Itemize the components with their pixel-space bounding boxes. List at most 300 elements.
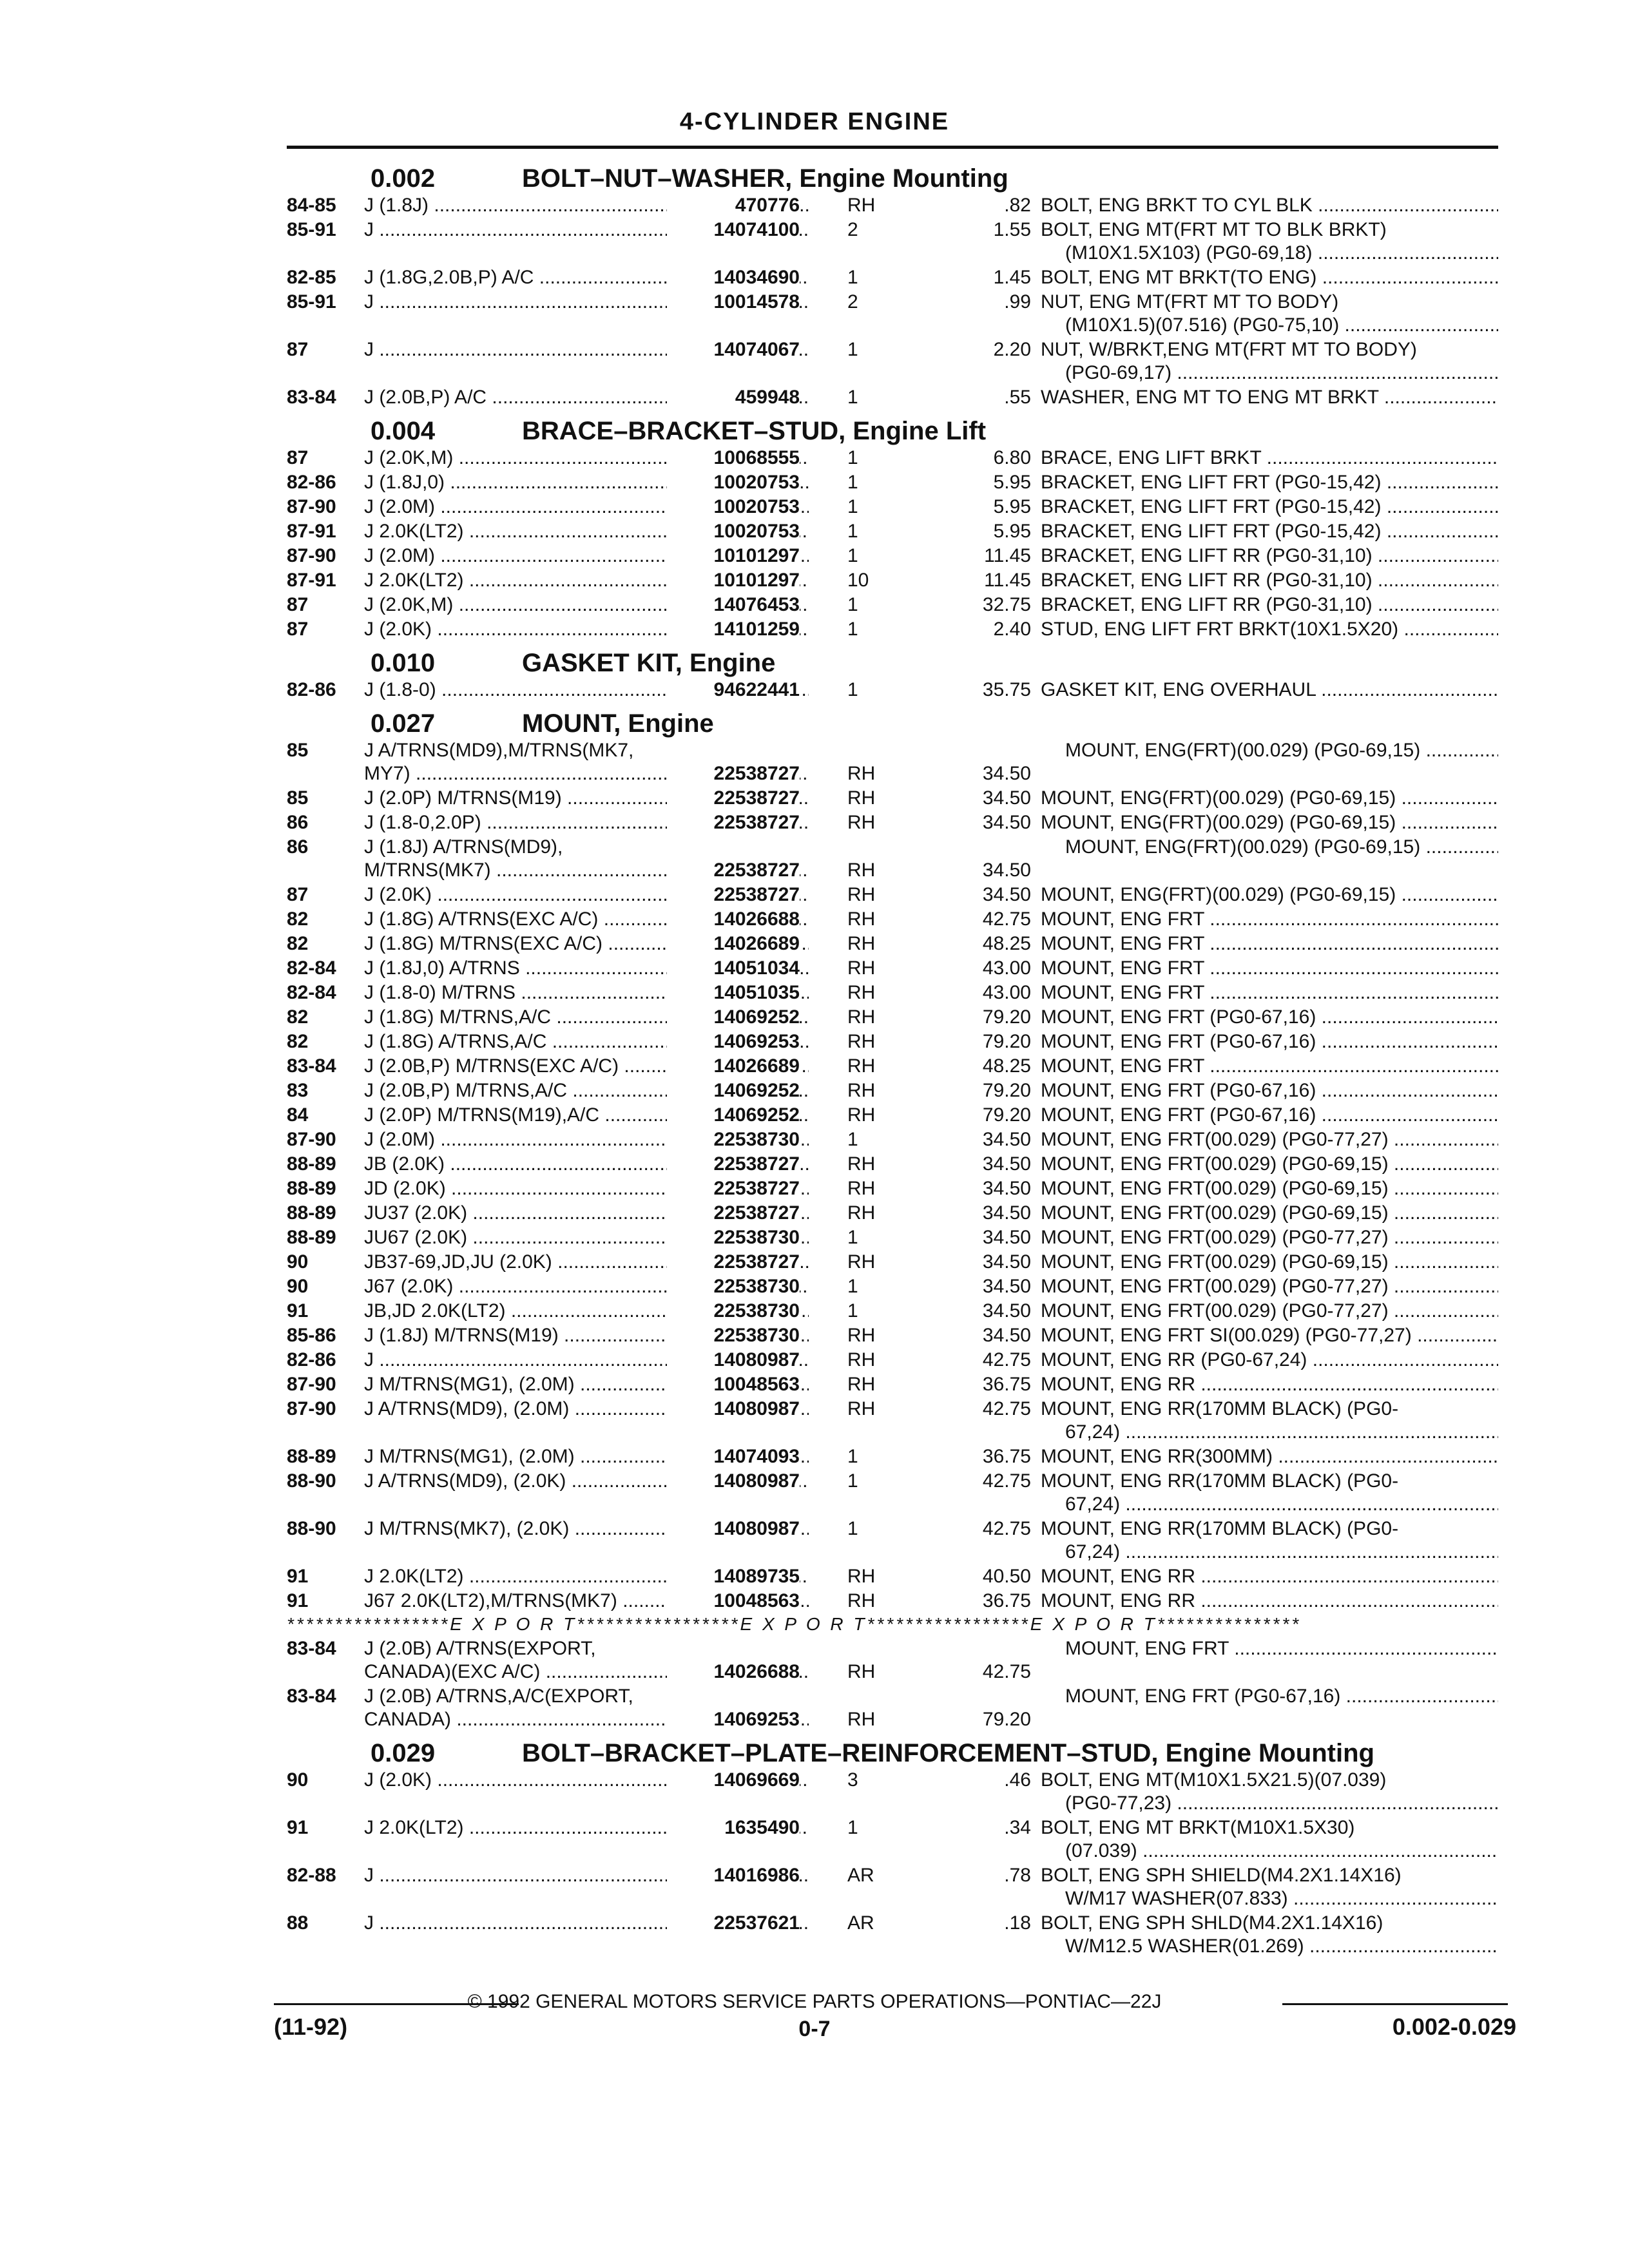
quantity: RH	[847, 1031, 876, 1052]
part-name	[1041, 1685, 1498, 1708]
model-years: 91	[287, 1590, 309, 1611]
quantity: 2	[847, 219, 858, 240]
part-name	[1041, 1864, 1498, 1910]
section-title: GASKET KIT, Engine	[522, 649, 776, 677]
quantity: RH	[847, 933, 876, 954]
price: 34.50	[982, 1178, 1031, 1199]
price: 34.50	[982, 1276, 1031, 1297]
application-line: J (2.0M) .....	[364, 495, 809, 519]
section-heading	[287, 703, 1498, 739]
application-line: J67 (2.0K) .....	[364, 1275, 809, 1298]
model-years: 87	[287, 339, 309, 360]
table-row	[287, 957, 1498, 981]
quantity: RH	[847, 1055, 876, 1077]
quantity: RH	[847, 884, 876, 905]
price: 48.25	[982, 933, 1031, 954]
part-name-line: MOUNT, ENG RR(170MM BLACK) (PG0-	[1041, 1470, 1399, 1492]
footer-page-number: 0-7	[798, 2017, 831, 2041]
part-name-line: GASKET KIT, ENG OVERHAUL .....	[1041, 678, 1498, 702]
part-number: 22538730	[667, 1324, 800, 1347]
quantity: 1	[847, 472, 858, 493]
application-line: JB (2.0K) .....	[364, 1153, 809, 1176]
quantity: 1	[847, 1129, 858, 1150]
part-name-line: (M10X1.5)(07.516) (PG0-75,10) .....	[1041, 314, 1498, 337]
quantity: RH	[847, 1709, 876, 1730]
model-years: 90	[287, 1251, 309, 1273]
table-row	[287, 1349, 1498, 1373]
part-name	[1041, 1769, 1498, 1815]
table-row	[287, 1300, 1498, 1324]
part-name-line: BOLT, ENG MT(M10X1.5X21.5)(07.039)	[1041, 1769, 1387, 1791]
model-years: 85	[287, 787, 309, 809]
part-number: 22538727	[667, 1177, 800, 1200]
part-number: 14080987	[667, 1398, 800, 1421]
part-name-line: MOUNT, ENG FRT SI(00.029) (PG0-77,27) .....	[1041, 1324, 1498, 1347]
table-row	[287, 836, 1498, 883]
section-title: BOLT–NUT–WASHER, Engine Mounting	[522, 164, 1008, 193]
model-years: 87-90	[287, 1129, 336, 1150]
part-name-line: MOUNT, ENG FRT (PG0-67,16) .....	[1041, 1030, 1498, 1053]
quantity: 1	[847, 1446, 858, 1467]
application-line: M/TRNS(MK7) .....	[364, 859, 809, 882]
part-number: 14074093	[667, 1445, 800, 1468]
part-name	[1041, 1055, 1498, 1078]
part-name	[1041, 1590, 1498, 1613]
export-divider-stars: *****************	[577, 1614, 740, 1634]
table-row	[287, 386, 1498, 410]
application-line: J (1.8G) M/TRNS(EXC A/C) .....	[364, 932, 809, 956]
part-name-line: (PG0-69,17) .....	[1041, 361, 1498, 385]
part-name-line: W/M17 WASHER(07.833) .....	[1041, 1887, 1498, 1910]
model-years: 82	[287, 1031, 309, 1052]
price: 34.50	[982, 860, 1031, 881]
quantity: RH	[847, 1661, 876, 1682]
quantity: 1	[847, 679, 858, 700]
application-line: J (2.0B) A/TRNS(EXPORT,	[364, 1638, 596, 1659]
part-name	[1041, 739, 1498, 762]
price: 42.75	[982, 1349, 1031, 1370]
quantity: AR	[847, 1865, 874, 1886]
part-name	[1041, 1324, 1498, 1347]
part-name	[1041, 787, 1498, 810]
price: 34.50	[982, 884, 1031, 905]
part-name	[1041, 618, 1498, 641]
application-line: J (2.0B,P) M/TRNS(EXC A/C) .....	[364, 1055, 809, 1078]
application-line: J M/TRNS(MG1), (2.0M) .....	[364, 1373, 809, 1396]
application-line: J (2.0K) .....	[364, 618, 809, 641]
quantity: 1	[847, 1817, 858, 1838]
price: 34.50	[982, 1153, 1031, 1175]
part-name-line: MOUNT, ENG FRT (PG0-67,16) .....	[1041, 1104, 1498, 1127]
quantity: RH	[847, 1590, 876, 1611]
export-divider-stars: *****************	[867, 1614, 1030, 1634]
part-name-line: MOUNT, ENG FRT .....	[1041, 1055, 1498, 1078]
application-line: J (1.8-0) .....	[364, 678, 809, 702]
part-number: 22538730	[667, 1300, 800, 1323]
part-name-line: MOUNT, ENG FRT(00.029) (PG0-69,15) .....	[1041, 1202, 1498, 1225]
part-number: 22538730	[667, 1275, 800, 1298]
table-row	[287, 1006, 1498, 1030]
application-line: J .....	[364, 1349, 809, 1372]
quantity: 1	[847, 447, 858, 468]
application-line: J (2.0B,P) M/TRNS,A/C .....	[364, 1079, 809, 1102]
application-line: JD (2.0K) .....	[364, 1177, 809, 1200]
model-years: 88-90	[287, 1518, 336, 1539]
application-line: CANADA) .....	[364, 1708, 809, 1731]
application-line: J .....	[364, 1912, 809, 1935]
model-years: 88-89	[287, 1227, 336, 1248]
part-number: 14080987	[667, 1349, 800, 1372]
part-name-line: BRACKET, ENG LIFT RR (PG0-31,10) .....	[1041, 569, 1498, 592]
quantity: 1	[847, 1276, 858, 1297]
part-name-line: MOUNT, ENG FRT .....	[1041, 1637, 1498, 1660]
model-years: 82-86	[287, 472, 336, 493]
part-number: 10020753	[667, 520, 800, 543]
part-name	[1041, 593, 1498, 617]
price: .34	[1004, 1817, 1031, 1838]
model-years: 82	[287, 1006, 309, 1028]
part-number: 22538727	[667, 859, 800, 882]
part-number: 14080987	[667, 1470, 800, 1493]
part-number: 22537621	[667, 1912, 800, 1935]
application-line: J (1.8G) A/TRNS,A/C .....	[364, 1030, 809, 1053]
section-heading	[287, 1733, 1498, 1769]
part-number: 22538727	[667, 1153, 800, 1176]
table-row	[287, 1769, 1498, 1816]
table-row	[287, 1275, 1498, 1300]
price: 36.75	[982, 1374, 1031, 1395]
quantity: 3	[847, 1769, 858, 1791]
part-name	[1041, 1816, 1498, 1863]
part-name	[1041, 1565, 1498, 1588]
table-row	[287, 218, 1498, 266]
footer-section-range: 0.002-0.029	[1392, 2013, 1516, 2040]
part-name	[1041, 338, 1498, 385]
application-line: J A/TRNS(MD9),M/TRNS(MK7,	[364, 740, 634, 761]
price: 34.50	[982, 1227, 1031, 1248]
part-number: 10020753	[667, 495, 800, 519]
table-row	[287, 593, 1498, 618]
part-name-line: MOUNT, ENG FRT(00.029) (PG0-69,15) .....	[1041, 1177, 1498, 1200]
quantity: 1	[847, 1300, 858, 1321]
price: 5.95	[993, 496, 1031, 517]
application-line: J (1.8J,0) .....	[364, 471, 809, 494]
quantity: 1	[847, 387, 858, 408]
part-number: 10068555	[667, 447, 800, 470]
part-name-line: BRACKET, ENG LIFT FRT (PG0-15,42) .....	[1041, 495, 1498, 519]
application-line: J (2.0P) M/TRNS(M19),A/C .....	[364, 1104, 809, 1127]
section-heading	[287, 642, 1498, 678]
price: 79.20	[982, 1709, 1031, 1730]
part-number: 14034690	[667, 266, 800, 289]
model-years: 87-90	[287, 1398, 336, 1419]
part-number: 94622441	[667, 678, 800, 702]
application-line: J (1.8-0) M/TRNS .....	[364, 981, 809, 1004]
part-number: 459948	[667, 386, 800, 409]
application-line: J (2.0K) .....	[364, 1769, 809, 1792]
part-name	[1041, 291, 1498, 337]
price: 43.00	[982, 982, 1031, 1003]
model-years: 86	[287, 836, 309, 858]
part-number: 14026688	[667, 1660, 800, 1684]
application-line: J (2.0B,P) A/C .....	[364, 386, 809, 409]
application-line: J (2.0B) A/TRNS,A/C(EXPORT,	[364, 1686, 633, 1707]
footer-copyright: © 1992 GENERAL MOTORS SERVICE PARTS OPERATIONS—PONTIAC—22J	[467, 1991, 1162, 2012]
part-number: 14026688	[667, 908, 800, 931]
part-number: 14016986	[667, 1864, 800, 1887]
table-row	[287, 1864, 1498, 1912]
part-name-line: MOUNT, ENG FRT (PG0-67,16) .....	[1041, 1079, 1498, 1102]
application-line: J M/TRNS(MK7), (2.0K) .....	[364, 1517, 809, 1541]
price: 32.75	[982, 594, 1031, 615]
part-number: 22538730	[667, 1128, 800, 1151]
part-number: 14051035	[667, 981, 800, 1004]
part-name-line: BOLT, ENG MT(FRT MT TO BLK BRKT)	[1041, 219, 1387, 240]
table-row	[287, 194, 1498, 218]
part-number: 1635490	[667, 1816, 800, 1840]
application-line: J .....	[364, 218, 809, 242]
part-name-line: BRACKET, ENG LIFT FRT (PG0-15,42) .....	[1041, 471, 1498, 494]
price: 79.20	[982, 1031, 1031, 1052]
price: 34.50	[982, 1202, 1031, 1224]
part-number: 14026689	[667, 1055, 800, 1078]
quantity: 1	[847, 1470, 858, 1492]
model-years: 83-84	[287, 1638, 336, 1659]
price: 1.55	[993, 219, 1031, 240]
quantity: RH	[847, 1153, 876, 1175]
price: 11.45	[984, 570, 1031, 591]
part-name	[1041, 1128, 1498, 1151]
part-name	[1041, 495, 1498, 519]
table-row	[287, 618, 1498, 642]
price: 34.50	[982, 787, 1031, 809]
quantity: RH	[847, 1178, 876, 1199]
part-name	[1041, 1202, 1498, 1225]
part-name	[1041, 218, 1498, 265]
part-number: 14069252	[667, 1006, 800, 1029]
price: .55	[1004, 387, 1031, 408]
table-row	[287, 1470, 1498, 1517]
quantity: RH	[847, 1202, 876, 1224]
table-row	[287, 266, 1498, 291]
table-row	[287, 544, 1498, 569]
model-years: 82	[287, 933, 309, 954]
application-line: J (2.0M) .....	[364, 1128, 809, 1151]
part-name-line: MOUNT, ENG(FRT)(00.029) (PG0-69,15) .....	[1041, 739, 1498, 762]
model-years: 82-85	[287, 267, 336, 288]
quantity: RH	[847, 763, 876, 784]
part-name-line: (M10X1.5X103) (PG0-69,18) .....	[1041, 242, 1498, 265]
part-number: 10101297	[667, 544, 800, 568]
application-line: J 2.0K(LT2) .....	[364, 1816, 809, 1840]
table-row	[287, 569, 1498, 593]
part-name	[1041, 1251, 1498, 1274]
part-name-line: MOUNT, ENG RR(170MM BLACK) (PG0-	[1041, 1518, 1399, 1539]
model-years: 91	[287, 1817, 309, 1838]
table-row	[287, 811, 1498, 836]
model-years: 84-85	[287, 195, 336, 216]
model-years: 87-90	[287, 1374, 336, 1395]
model-years: 90	[287, 1769, 309, 1791]
application-line: JB37-69,JD,JU (2.0K) .....	[364, 1251, 809, 1274]
part-name-line: BOLT, ENG BRKT TO CYL BLK .....	[1041, 194, 1498, 217]
quantity: RH	[847, 812, 876, 833]
part-name-line: 67,24) .....	[1041, 1493, 1498, 1516]
model-years: 85-91	[287, 291, 336, 312]
table-row	[287, 1324, 1498, 1349]
quantity: RH	[847, 1566, 876, 1587]
price: 2.40	[993, 619, 1031, 640]
part-name-line: MOUNT, ENG FRT .....	[1041, 932, 1498, 956]
application-line: JB,JD 2.0K(LT2) .....	[364, 1300, 809, 1323]
quantity: 1	[847, 545, 858, 566]
application-line: JU67 (2.0K) .....	[364, 1226, 809, 1249]
part-name-line: MOUNT, ENG RR (PG0-67,24) .....	[1041, 1349, 1498, 1372]
section-title: BRACE–BRACKET–STUD, Engine Lift	[522, 417, 987, 445]
page-title: 4-CYLINDER ENGINE	[679, 108, 950, 135]
table-row	[287, 1153, 1498, 1177]
export-label: E X P O R T	[1030, 1614, 1157, 1634]
part-number: 10101297	[667, 569, 800, 592]
price: 34.50	[982, 1129, 1031, 1150]
part-number: 14089735	[667, 1565, 800, 1588]
part-name-line: MOUNT, ENG FRT (PG0-67,16) .....	[1041, 1685, 1498, 1708]
application-line: J A/TRNS(MD9), (2.0M) .....	[364, 1398, 809, 1421]
application-line: J .....	[364, 1864, 809, 1887]
part-name-line: 67,24) .....	[1041, 1421, 1498, 1444]
price: 6.80	[993, 447, 1031, 468]
model-years: 90	[287, 1276, 309, 1297]
table-row	[287, 1177, 1498, 1202]
application-line: J (2.0P) M/TRNS(M19) .....	[364, 787, 809, 810]
part-name	[1041, 1398, 1498, 1444]
part-name-line: MOUNT, ENG RR .....	[1041, 1590, 1498, 1613]
model-years: 82	[287, 908, 309, 930]
part-name-line: MOUNT, ENG(FRT)(00.029) (PG0-69,15) .....	[1041, 883, 1498, 907]
model-years: 82-86	[287, 1349, 336, 1370]
part-name-line: (07.039) .....	[1041, 1840, 1498, 1863]
model-years: 87-90	[287, 496, 336, 517]
table-row	[287, 1445, 1498, 1470]
table-row	[287, 1565, 1498, 1590]
quantity: 1	[847, 1227, 858, 1248]
model-years: 85-86	[287, 1325, 336, 1346]
table-row	[287, 883, 1498, 908]
table-row	[287, 787, 1498, 811]
table-row	[287, 447, 1498, 471]
part-name	[1041, 386, 1498, 409]
export-label: E X P O R T	[740, 1614, 867, 1634]
price: 34.50	[982, 1300, 1031, 1321]
part-name	[1041, 883, 1498, 907]
part-name-line: MOUNT, ENG FRT(00.029) (PG0-77,27) .....	[1041, 1275, 1498, 1298]
part-name	[1041, 1912, 1498, 1958]
part-name-line: STUD, ENG LIFT FRT BRKT(10X1.5X20) .....	[1041, 618, 1498, 641]
export-table-row	[287, 1685, 1498, 1733]
price: 42.75	[982, 1398, 1031, 1419]
part-name	[1041, 471, 1498, 494]
table-row	[287, 1055, 1498, 1079]
model-years: 87-90	[287, 545, 336, 566]
model-years: 87	[287, 594, 309, 615]
part-name	[1041, 266, 1498, 289]
price: 34.50	[982, 812, 1031, 833]
quantity: 10	[847, 570, 869, 591]
table-row	[287, 1128, 1498, 1153]
application-line: J M/TRNS(MG1), (2.0M) .....	[364, 1445, 809, 1468]
quantity: RH	[847, 1398, 876, 1419]
part-name-line: MOUNT, ENG RR(300MM) .....	[1041, 1445, 1498, 1468]
part-name	[1041, 520, 1498, 543]
table-row	[287, 1251, 1498, 1275]
export-divider	[287, 1614, 1498, 1637]
part-number: 10048563	[667, 1373, 800, 1396]
model-years: 87	[287, 619, 309, 640]
part-name	[1041, 908, 1498, 931]
application-line: JU37 (2.0K) .....	[364, 1202, 809, 1225]
part-name	[1041, 1300, 1498, 1323]
part-name-line: BRACKET, ENG LIFT RR (PG0-31,10) .....	[1041, 544, 1498, 568]
quantity: 1	[847, 267, 858, 288]
section-heading	[287, 410, 1498, 447]
table-row	[287, 678, 1498, 703]
part-name-line: MOUNT, ENG(FRT)(00.029) (PG0-69,15) .....	[1041, 836, 1498, 859]
table-row	[287, 1373, 1498, 1398]
model-years: 82-88	[287, 1865, 336, 1886]
part-name	[1041, 447, 1498, 470]
section-code: 0.002	[371, 164, 436, 193]
application-line: J (1.8J,0) A/TRNS .....	[364, 957, 809, 980]
part-name-line: WASHER, ENG MT TO ENG MT BRKT .....	[1041, 386, 1498, 409]
section-title: BOLT–BRACKET–PLATE–REINFORCEMENT–STUD, Engine Mounting	[522, 1739, 1374, 1767]
model-years: 85-91	[287, 219, 336, 240]
price: 36.75	[982, 1590, 1031, 1611]
table-row	[287, 908, 1498, 932]
part-name-line: BOLT, ENG SPH SHIELD(M4.2X1.14X16)	[1041, 1865, 1402, 1886]
model-years: 88-89	[287, 1446, 336, 1467]
part-name-line: BRACKET, ENG LIFT FRT (PG0-15,42) .....	[1041, 520, 1498, 543]
table-row	[287, 1030, 1498, 1055]
part-number: 10020753	[667, 471, 800, 494]
application-line: J (1.8J) .....	[364, 194, 809, 217]
part-name	[1041, 932, 1498, 956]
part-name-line: BOLT, ENG MT BRKT(TO ENG) .....	[1041, 266, 1498, 289]
table-row	[287, 1398, 1498, 1445]
part-name-line: BOLT, ENG MT BRKT(M10X1.5X30)	[1041, 1817, 1355, 1838]
price: 79.20	[982, 1006, 1031, 1028]
part-name-line: (PG0-77,23) .....	[1041, 1792, 1498, 1815]
part-name	[1041, 1030, 1498, 1053]
quantity: 1	[847, 619, 858, 640]
part-number: 14051034	[667, 957, 800, 980]
part-name-line: MOUNT, ENG FRT .....	[1041, 957, 1498, 980]
footer-date: (11-92)	[274, 2013, 348, 2040]
part-name-line: MOUNT, ENG FRT(00.029) (PG0-77,27) .....	[1041, 1128, 1498, 1151]
model-years: 86	[287, 812, 309, 833]
part-number: 14069252	[667, 1079, 800, 1102]
part-name-line: NUT, ENG MT(FRT MT TO BODY)	[1041, 291, 1339, 312]
table-row	[287, 932, 1498, 957]
part-number: 22538727	[667, 762, 800, 785]
part-name	[1041, 981, 1498, 1004]
part-number: 14069253	[667, 1708, 800, 1731]
part-name	[1041, 957, 1498, 980]
part-name-line: MOUNT, ENG RR .....	[1041, 1565, 1498, 1588]
quantity: RH	[847, 1374, 876, 1395]
quantity: RH	[847, 1349, 876, 1370]
part-name-line: MOUNT, ENG RR(170MM BLACK) (PG0-	[1041, 1398, 1399, 1419]
part-name	[1041, 1517, 1498, 1564]
